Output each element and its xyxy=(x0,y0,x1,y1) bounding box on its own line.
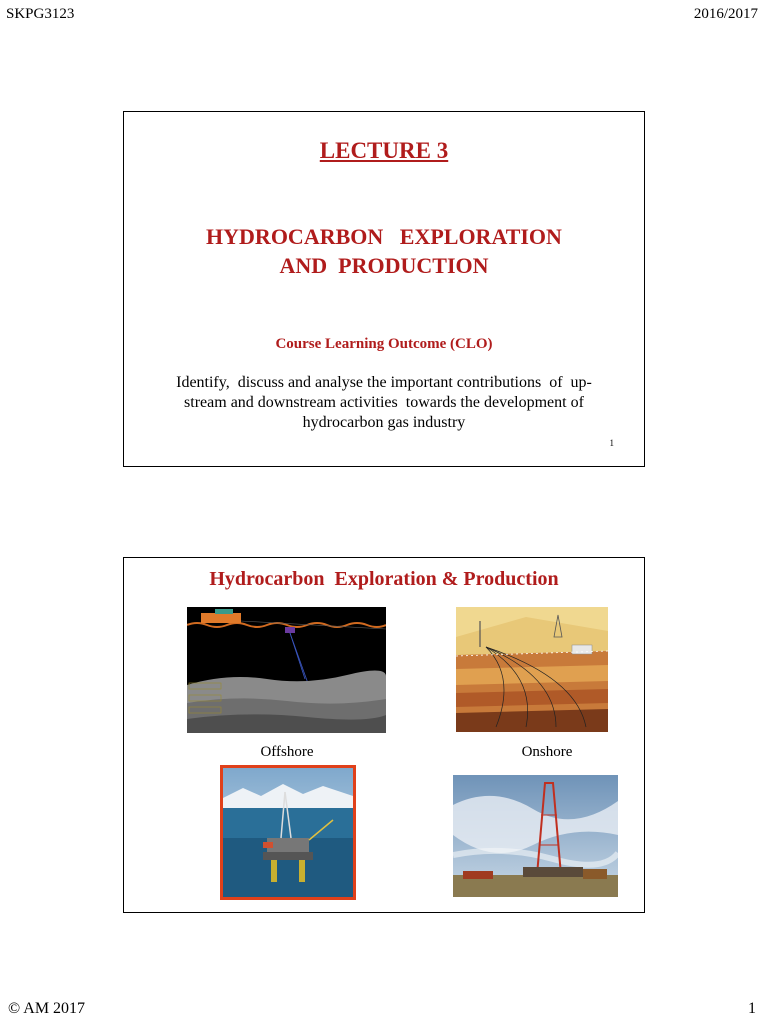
offshore-platform-photo xyxy=(220,765,356,900)
slide-title: Hydrocarbon Exploration & Production xyxy=(209,568,559,590)
clo-heading: Course Learning Outcome (CLO) xyxy=(275,336,493,352)
slide-number: 1 xyxy=(609,438,614,448)
slide-exploration-production xyxy=(123,557,645,913)
onshore-seismic-image xyxy=(456,607,608,732)
academic-session: 2016/2017 xyxy=(693,6,758,22)
onshore-drilling-rig-photo xyxy=(453,775,618,897)
offshore-seismic-image xyxy=(187,607,386,733)
lecture-title-line1: HYDROCARBON EXPLORATION xyxy=(206,224,562,249)
lecture-heading: LECTURE 3 xyxy=(319,138,449,163)
slide-lecture-title xyxy=(123,111,645,467)
lecture-title-line2: AND PRODUCTION xyxy=(279,253,489,278)
course-code: SKPG3123 xyxy=(6,6,75,22)
page-number: 1 xyxy=(748,1000,756,1017)
copyright: © AM 2017 xyxy=(8,1000,86,1017)
clo-text-line3: hydrocarbon gas industry xyxy=(302,414,466,431)
clo-text-line2: stream and downstream activities towards the development of xyxy=(184,394,584,411)
onshore-caption: Onshore xyxy=(521,744,573,760)
clo-text-line1: Identify, discuss and analyse the important contributions of up- xyxy=(176,374,592,391)
offshore-caption: Offshore xyxy=(260,744,314,760)
